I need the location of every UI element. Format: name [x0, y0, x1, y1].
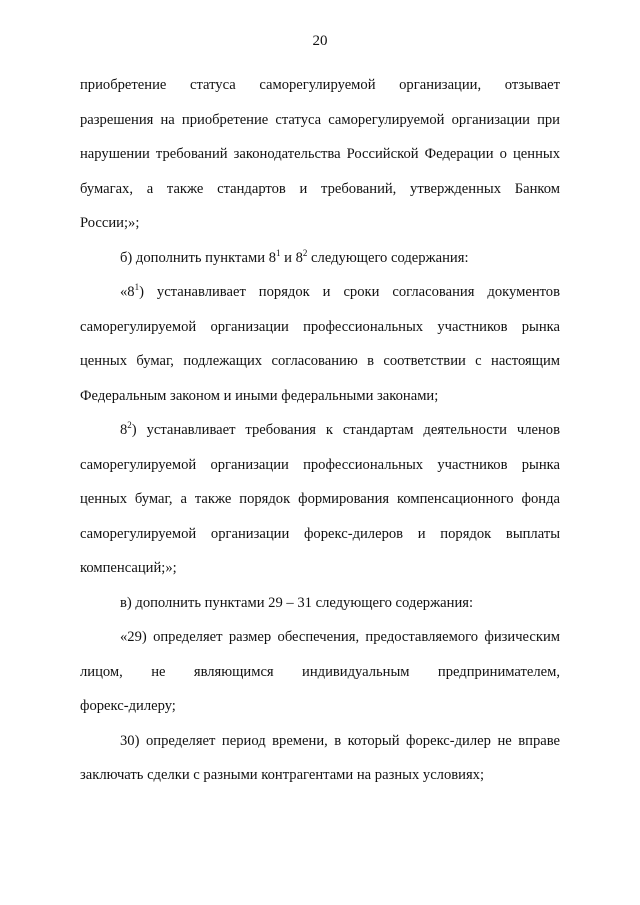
text-line — [80, 310, 560, 345]
page-number: 20 — [312, 33, 328, 49]
text-line — [80, 137, 560, 172]
text-line — [80, 517, 560, 552]
text-fragment: следующего содержания: — [307, 249, 469, 266]
text-line — [80, 103, 560, 138]
text-fragment: бумагах, а также стандартов и требований, утвержденных Банком — [80, 180, 560, 197]
text-line — [80, 482, 560, 517]
body-text — [80, 68, 560, 793]
text-fragment: 30) определяет период времени, в который форекс-дилер не вправе — [120, 732, 560, 749]
superscript: 2 — [127, 420, 132, 430]
text-line — [80, 379, 560, 414]
text-fragment: «8 — [120, 284, 135, 300]
text-fragment: ценных бумаг, подлежащих согласованию в соответствии с настоящим — [80, 353, 560, 369]
text-line — [80, 724, 560, 759]
text-line — [80, 344, 560, 379]
text-fragment: «29) определяет размер обеспечения, предоставляемого физическим — [120, 629, 560, 645]
text-line — [80, 206, 560, 241]
text-fragment: в) дополнить пунктами 29 – 31 следующего содержания: — [120, 594, 474, 611]
text-fragment: лицом, не являющимся индивидуальным предпринимателем, — [80, 663, 560, 680]
text-fragment: форекс-дилеру; — [80, 698, 176, 714]
text-fragment: нарушении требований законодательства Российской Федерации о ценных — [80, 146, 560, 162]
text-fragment: приобретение статуса саморегулируемой организации, отзывает — [80, 77, 560, 93]
text-line — [80, 448, 560, 483]
text-line — [80, 275, 560, 310]
text-line — [80, 551, 560, 586]
text-fragment: саморегулируемой организации форекс-дилеров и порядок выплаты — [80, 525, 560, 542]
text-fragment: б) дополнить пунктами 8 — [120, 249, 276, 266]
superscript: 1 — [134, 282, 140, 292]
text-fragment: ) устанавливает порядок и сроки согласования документов — [139, 284, 560, 300]
superscript: 2 — [302, 247, 308, 258]
text-line — [80, 758, 560, 793]
superscript: 1 — [276, 247, 281, 258]
text-fragment: и 8 — [280, 249, 303, 266]
text-fragment: 8 — [120, 422, 128, 438]
text-fragment: заключать сделки с разными контрагентами на разных условиях; — [80, 767, 485, 783]
text-line — [80, 586, 560, 621]
text-fragment: компенсаций;»; — [80, 560, 177, 576]
text-fragment: России;»; — [80, 215, 140, 231]
text-line — [80, 620, 560, 655]
text-line — [80, 655, 560, 690]
text-fragment: разрешения на приобретение статуса саморегулируемой организации при — [80, 111, 560, 128]
text-line — [80, 689, 560, 724]
text-fragment: ) устанавливает требования к стандартам деятельности членов — [131, 422, 560, 438]
text-fragment: ценных бумаг, а также порядок формирования компенсационного фонда — [80, 491, 560, 507]
text-line — [80, 68, 560, 103]
text-line — [80, 172, 560, 207]
text-fragment: Федеральным законом и иными федеральными законами; — [80, 387, 439, 404]
text-line — [80, 413, 560, 448]
text-line — [80, 241, 560, 276]
text-fragment: саморегулируемой организации профессиональных участников рынка — [80, 456, 560, 473]
text-fragment: саморегулируемой организации профессиональных участников рынка — [80, 318, 560, 335]
